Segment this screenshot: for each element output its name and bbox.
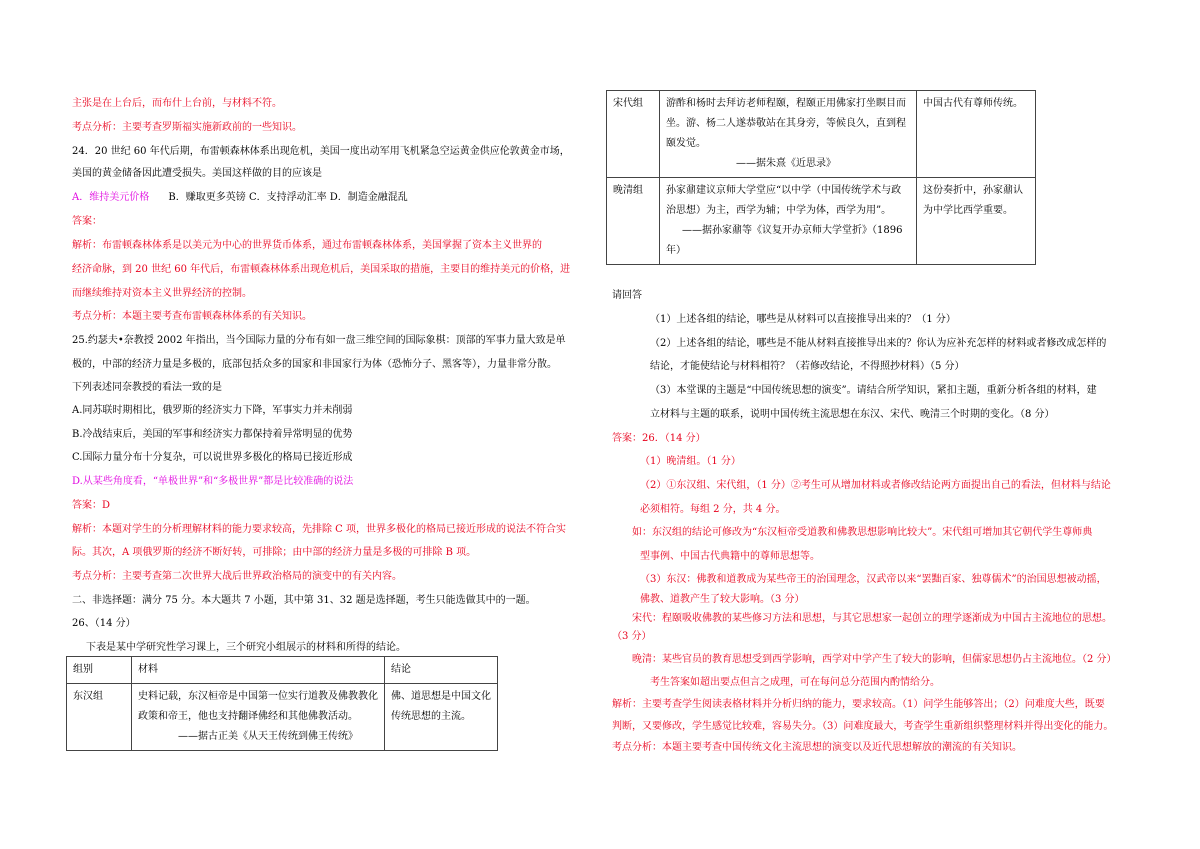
question-prompt: 请回答 bbox=[612, 290, 642, 301]
analysis-line: 解析：布雷顿森林体系是以美元为中心的世界货币体系，通过布雷顿森林体系，美国掌握了资本主义世界的 bbox=[72, 240, 542, 251]
text-line: 主张是在上台后，而布什上台前，与材料不符。 bbox=[72, 98, 282, 109]
analysis-line: 经济命脉，到 20 世纪 60 年代后，布雷顿森林体系出现危机后，美国采取的措施，主要目的维持美元的价格，进 bbox=[72, 264, 571, 275]
conclusion-line: 这份奏折中，孙家鼐认 bbox=[923, 185, 1023, 196]
conclusion-line: 传统思想的主流。 bbox=[391, 711, 471, 722]
answer-line: 如：东汉组的结论可修改为“东汉桓帝受道教和佛教思想影响比较大”。宋代组可增加其它朝代学生尊师典 bbox=[632, 527, 1093, 538]
sub-question-1: （1）上述各组的结论，哪些是从材料可以直接推导出来的？（1 分） bbox=[650, 314, 956, 325]
table-row bbox=[607, 178, 1036, 265]
analysis-line: 解析：主要考查学生阅读表格材料并分析归纳的能力，要求较高。（1）问学生能够答出；（2）问难度大些，既要 bbox=[612, 699, 1105, 710]
table-header-row bbox=[67, 657, 498, 684]
answer-line: 佛教、道教产生了较大影响。（3 分） bbox=[640, 594, 805, 605]
material-source: ——据朱熹《近思录》 bbox=[736, 158, 836, 169]
answer-line: 答案：D bbox=[72, 500, 111, 511]
exam-point-analysis: 考点分析：本题主要考查布雷顿森林体系的有关知识。 bbox=[72, 311, 312, 322]
analysis-line: 际。其次，A 项俄罗斯的经济不断好转，可排除；由中部的经济力量是多极的可排除 B 项。 bbox=[72, 547, 477, 558]
question-24-stem-cont: 美国的黄金储备因此遭受损失。美国这样做的目的应该是 bbox=[72, 168, 322, 179]
material-line: 孙家鼐建议京师大学堂应“以中学（中国传统学术与政 bbox=[666, 185, 902, 196]
answer-label: 答案： bbox=[72, 216, 102, 227]
section-heading: 二、非选择题：满分 75 分。本大题共 7 小题，其中第 31、32 题是选择题，考生只能选做其中的一题。 bbox=[72, 595, 536, 606]
cell-conclusion bbox=[385, 684, 498, 751]
cell-conclusion bbox=[917, 178, 1036, 265]
answer-line: 必须相符。每组 2 分，共 4 分。 bbox=[640, 504, 786, 515]
material-source-cont: 年） bbox=[666, 245, 686, 256]
table-row bbox=[67, 684, 498, 751]
question-24-options bbox=[72, 191, 408, 205]
option-c: C.国际力量分布十分复杂，可以说世界多极化的格局已接近形成 bbox=[72, 452, 353, 463]
answer-line: 型事例、中国古代典籍中的尊师思想等。 bbox=[640, 551, 820, 562]
sub-question-3: （3）本堂课的主题是“中国传统思想的演变”。请结合所学知识，紧扣主题，重新分析各组的材料，建 bbox=[650, 385, 1097, 396]
option-d: D.从某些角度看，“单极世界”和“多极世界”都是比较准确的说法 bbox=[72, 476, 354, 487]
answer-line: （3 分） bbox=[612, 631, 652, 642]
question-26-intro: 下表是某中学研究性学习课上，三个研究小组展示的材料和所得的结论。 bbox=[86, 642, 406, 653]
material-line: 颐发觉。 bbox=[666, 138, 706, 149]
sub-question-2: （2）上述各组的结论，哪些是不能从材料直接推导出来的？你认为应补充怎样的材料或者修改成怎样的 bbox=[650, 338, 1107, 349]
material-line: 政策和帝王，他也支持翻译佛经和其他佛教活动。 bbox=[138, 711, 358, 722]
answer-heading: 答案：26．（14 分） bbox=[612, 433, 706, 444]
options-bcd: B．赚取更多英镑 C．支持浮动汇率 D．制造金融混乱 bbox=[168, 192, 408, 203]
material-source: ——据古正美《从天王传统到佛王传统》 bbox=[178, 731, 358, 742]
sub-question-3-cont: 立材料与主题的联系，说明中国传统主流思想在东汉、宋代、晚清三个时期的变化。（8 分） bbox=[650, 409, 1055, 420]
material-line: 游酢和杨时去拜访老师程颐，程颐正用佛家打坐瞑目而 bbox=[666, 98, 906, 109]
answer-line: 宋代：程颐吸收佛教的某些修习方法和思想，与其它思想家一起创立的理学逐渐成为中国古主流地位的思想。 bbox=[632, 613, 1112, 624]
exam-point-analysis: 考点分析：本题主要考查中国传统文化主流思想的演变以及近代思想解放的潮流的有关知识。 bbox=[612, 742, 1022, 753]
header-material: 材料 bbox=[132, 657, 385, 684]
materials-table-part2 bbox=[606, 90, 1036, 265]
sub-question-2-cont: 结论，才能使结论与材料相符？（若修改结论，不得照抄材料）（5 分） bbox=[650, 361, 965, 372]
conclusion-line: 中国古代有尊师传统。 bbox=[923, 98, 1023, 109]
answer-line: 考生答案如超出要点但言之成理，可在每问总分范围内酌情给分。 bbox=[650, 677, 940, 688]
question-25-stem: 25.约瑟夫•奈教授 2002 年指出，当今国际力量的分布有如一盘三维空间的国际象棋：顶部的军事力量大致是单 bbox=[72, 335, 566, 346]
cell-material bbox=[132, 684, 385, 751]
question-25-prompt: 下列表述同奈教授的看法一致的是 bbox=[72, 382, 222, 393]
header-conclusion: 结论 bbox=[385, 657, 498, 684]
cell-conclusion bbox=[917, 91, 1036, 178]
cell-group: 东汉组 bbox=[67, 684, 132, 751]
answer-line: （3）东汉：佛教和道教成为某些帝王的治国理念，汉武帝以来“罢黜百家、独尊儒术”的治国思想被动摇， bbox=[640, 574, 1107, 585]
option-a: A.同苏联时期相比，俄罗斯的经济实力下降，军事实力并未削弱 bbox=[72, 405, 353, 416]
question-24-stem: 24．20 世纪 60 年代后期，布雷顿森林体系出现危机，美国一度出动军用飞机紧急空运黄金供应伦敦黄金市场， bbox=[72, 146, 570, 157]
cell-group: 晚清组 bbox=[607, 178, 660, 265]
conclusion-line: 为中学比西学重要。 bbox=[923, 205, 1013, 216]
cell-group: 宋代组 bbox=[607, 91, 660, 178]
material-line: 治思想）为主，西学为辅；中学为体，西学为用”。 bbox=[666, 205, 892, 216]
answer-line: （1）晚清组。（1 分） bbox=[640, 456, 741, 467]
answer-line: （2）①东汉组、宋代组，（1 分）②考生可从增加材料或者修改结论两方面提出自己的看法，但材料与结论 bbox=[640, 480, 1111, 491]
exam-point-analysis: 考点分析：主要考查第二次世界大战后世界政治格局的演变中的有关内容。 bbox=[72, 571, 402, 582]
header-group: 组别 bbox=[67, 657, 132, 684]
analysis-line: 解析：本题对学生的分析理解材料的能力要求较高，先排除 C 项，世界多极化的格局已接近形成的说法不符合实 bbox=[72, 524, 567, 535]
material-line: 史料记载，东汉桓帝是中国第一位实行道教及佛教教化 bbox=[138, 691, 378, 702]
option-b: B.冷战结束后，美国的军事和经济实力都保持着异常明显的优势 bbox=[72, 429, 353, 440]
materials-table-part1 bbox=[66, 656, 498, 751]
table-row bbox=[607, 91, 1036, 178]
analysis-line: 判断，又要修改，学生感觉比较难，容易失分。（3）问难度最大，考查学生重新组织整理材料并得出变化的能力。 bbox=[612, 721, 1114, 732]
material-source: ——据孙家鼐等《议复开办京师大学堂折》（1896 bbox=[682, 225, 903, 236]
question-26-heading: 26、（14 分） bbox=[72, 618, 136, 629]
option-a: A．维持美元价格 bbox=[72, 192, 150, 203]
answer-line: 晚清：某些官员的教育思想受到西学影响，西学对中学产生了较大的影响，但儒家思想仍占主流地位。（2 分） bbox=[632, 654, 1117, 665]
cell-material bbox=[660, 91, 917, 178]
analysis-line: 而继续维持对资本主义世界经济的控制。 bbox=[72, 288, 252, 299]
exam-point-analysis: 考点分析：主要考查罗斯福实施新政前的一些知识。 bbox=[72, 122, 302, 133]
material-line: 坐。游、杨二人遂恭敬站在其身旁，等候良久，直到程 bbox=[666, 118, 906, 129]
conclusion-line: 佛、道思想是中国文化 bbox=[391, 691, 491, 702]
question-25-stem-cont: 极的，中部的经济力量是多极的，底部包括众多的国家和非国家行为体（恐怖分子、黑客等），力量非常分散。 bbox=[72, 359, 557, 370]
cell-material bbox=[660, 178, 917, 265]
